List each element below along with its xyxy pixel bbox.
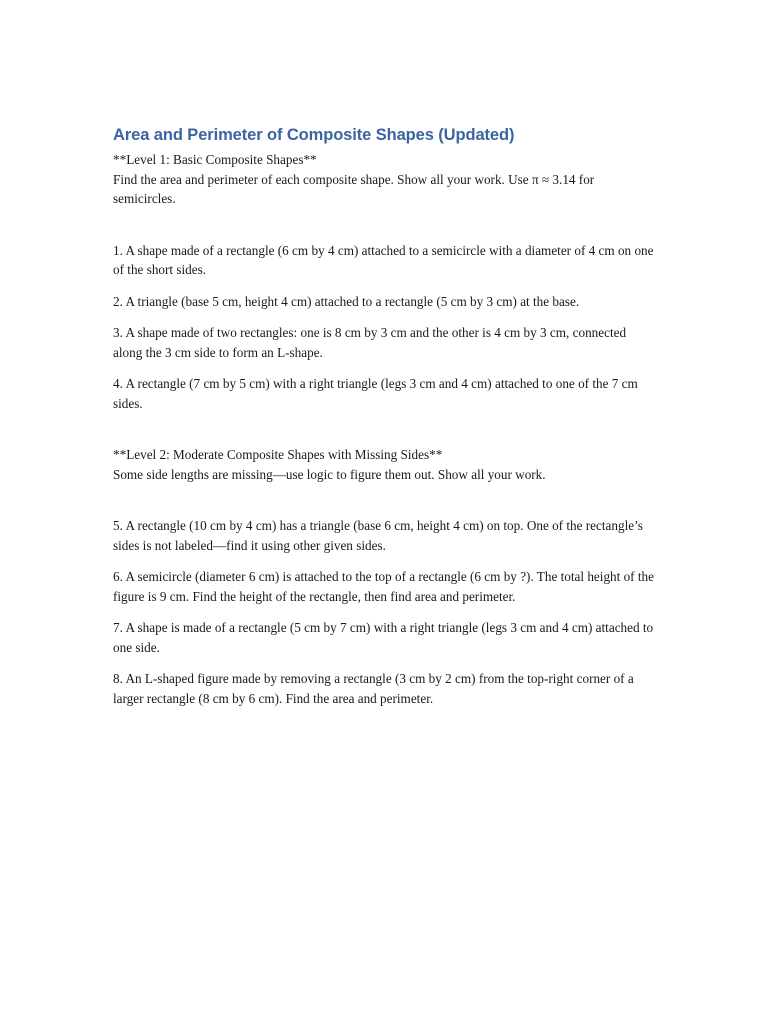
problem-1: 1. A shape made of a rectangle (6 cm by 4 cm) attached to a semicircle with a diameter of 4 cm on one of the short sides.	[113, 242, 654, 277]
level1-instructions: Find the area and perimeter of each composite shape. Show all your work. Use π ≈ 3.14 for semicircles.	[113, 171, 595, 206]
problem-7: 7. A shape is made of a rectangle (5 cm by 7 cm) with a right triangle (legs 3 cm and 4 cm) attached to one side.	[113, 620, 654, 655]
spacer	[113, 425, 658, 445]
problem-6: 6. A semicircle (diameter 6 cm) is attached to the top of a rectangle (6 cm by ?). The total height of the figure is 9 cm. Find the height of the rectangle, then find area and perimeter.	[113, 569, 654, 604]
document-page	[113, 124, 658, 720]
problem-3: 3. A shape made of two rectangles: one is 8 cm by 3 cm and the other is 4 cm by 3 cm, connected along the 3 cm side to form an L-shape.	[113, 325, 627, 360]
level2-instructions: Some side lengths are missing—use logic to figure them out. Show all your work.	[113, 466, 546, 482]
level1-heading: **Level 1: Basic Composite Shapes**	[113, 152, 317, 167]
level2-heading: **Level 2: Moderate Composite Shapes with Missing Sides**	[113, 447, 443, 462]
problem-8: 8. An L-shaped figure made by removing a rectangle (3 cm by 2 cm) from the top-right corner of a larger rectangle (8 cm by 6 cm). Find the area and perimeter.	[113, 671, 634, 706]
problem-4: 4. A rectangle (7 cm by 5 cm) with a right triangle (legs 3 cm and 4 cm) attached to one of the 7 cm sides.	[113, 376, 638, 411]
problem-5: 5. A rectangle (10 cm by 4 cm) has a triangle (base 6 cm, height 4 cm) on top. One of the rectangle’s sides is not labeled—find it using other given sides.	[113, 518, 643, 553]
problem-2: 2. A triangle (base 5 cm, height 4 cm) attached to a rectangle (5 cm by 3 cm) at the base.	[113, 293, 580, 309]
document-title: Area and Perimeter of Composite Shapes (Updated)	[113, 126, 515, 144]
spacer	[113, 484, 658, 516]
spacer	[113, 209, 658, 241]
